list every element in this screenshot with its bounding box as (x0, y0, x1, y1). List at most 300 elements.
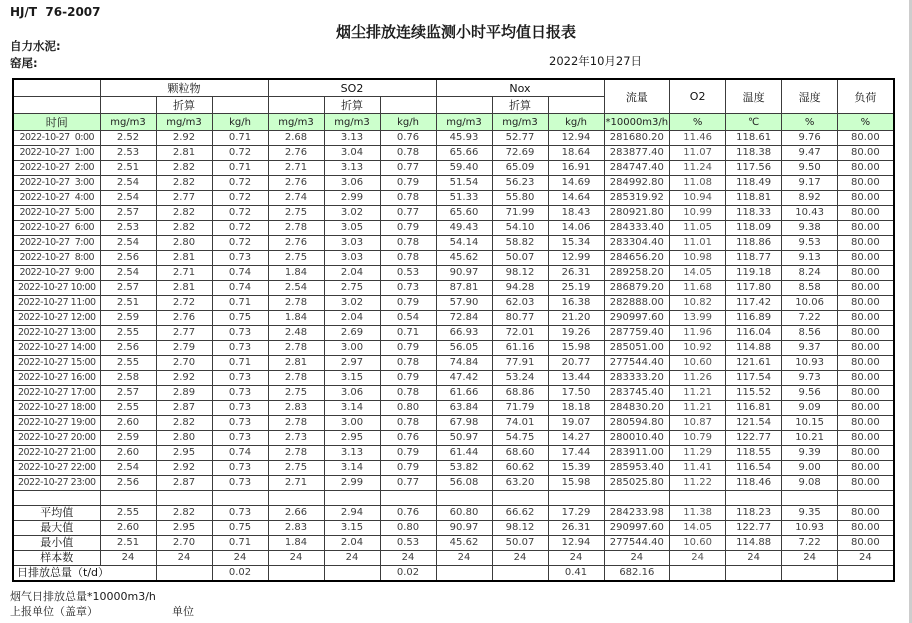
cell: 80.00 (838, 191, 894, 206)
cell: 285319.92 (604, 191, 670, 206)
cell: 3.00 (324, 416, 380, 431)
cell: 10.06 (782, 296, 838, 311)
cell: 68.86 (492, 386, 548, 401)
cell: 21.20 (548, 311, 604, 326)
cell: 119.18 (726, 266, 782, 281)
cell: 116.89 (726, 311, 782, 326)
cell: 2.77 (156, 191, 212, 206)
summary-row (13, 551, 894, 566)
unit-mg: mg/m3 (492, 114, 548, 131)
cell: 54.14 (436, 236, 492, 251)
summary-label: 平均值 (13, 506, 100, 521)
cell: 80.00 (838, 161, 894, 176)
cell: 2.54 (100, 461, 156, 476)
cell: 51.33 (436, 191, 492, 206)
cell (838, 566, 894, 582)
blank-cell (380, 491, 436, 506)
cell-time: 2022-10-27 22:00 (13, 461, 100, 476)
summary-label: 样本数 (13, 551, 100, 566)
cell: 10.79 (670, 431, 726, 446)
cell: 0.72 (212, 176, 268, 191)
cell: 0.72 (212, 206, 268, 221)
cell: 52.77 (492, 131, 548, 146)
cell: 0.73 (212, 416, 268, 431)
cell: 56.08 (436, 476, 492, 491)
cell: 118.86 (726, 236, 782, 251)
cell: 0.02 (380, 566, 436, 582)
cell: 285025.80 (604, 476, 670, 491)
cell: 0.73 (212, 251, 268, 266)
table-row (13, 131, 894, 146)
cell: 71.79 (492, 401, 548, 416)
cell-time: 2022-10-27 2:00 (13, 161, 100, 176)
cell: 24 (268, 551, 324, 566)
cell: 57.90 (436, 296, 492, 311)
cell: 290997.60 (604, 521, 670, 536)
cell: 282888.00 (604, 296, 670, 311)
cell: 2.95 (324, 431, 380, 446)
cell: 2.74 (268, 191, 324, 206)
cell: 9.50 (782, 161, 838, 176)
cell: 0.78 (380, 236, 436, 251)
cell-time: 2022-10-27 13:00 (13, 326, 100, 341)
blank-cell (726, 491, 782, 506)
blank-cell (670, 491, 726, 506)
summary-row (13, 536, 894, 551)
cell: 0.78 (380, 191, 436, 206)
table-row (13, 296, 894, 311)
cell: 114.88 (726, 536, 782, 551)
cell: 2.58 (100, 371, 156, 386)
cell: 9.13 (782, 251, 838, 266)
cell: 0.78 (380, 416, 436, 431)
cell: 80.77 (492, 311, 548, 326)
cell: 2.57 (100, 206, 156, 221)
cell: 2.48 (268, 326, 324, 341)
cell: 0.71 (212, 131, 268, 146)
cell: 13.44 (548, 371, 604, 386)
cell: 0.78 (380, 146, 436, 161)
cell: 56.05 (436, 341, 492, 356)
cell: 118.77 (726, 251, 782, 266)
cell: 2.78 (268, 371, 324, 386)
cell: 2.77 (156, 326, 212, 341)
cell: 117.42 (726, 296, 782, 311)
cell: 0.74 (212, 266, 268, 281)
cell: 0.74 (212, 446, 268, 461)
cell: 2.59 (100, 311, 156, 326)
cell: 117.54 (726, 371, 782, 386)
cell: 72.69 (492, 146, 548, 161)
unit-mg: mg/m3 (436, 114, 492, 131)
cell: 0.80 (380, 401, 436, 416)
table-row (13, 176, 894, 191)
cell: 0.71 (212, 161, 268, 176)
cell-time: 2022-10-27 17:00 (13, 386, 100, 401)
cell: 14.05 (670, 521, 726, 536)
cell-time: 2022-10-27 6:00 (13, 221, 100, 236)
cell: 2.82 (156, 221, 212, 236)
cell: 19.07 (548, 416, 604, 431)
cell: 0.72 (212, 236, 268, 251)
cell: 2.54 (100, 191, 156, 206)
cell: 0.79 (380, 341, 436, 356)
cell: 9.56 (782, 386, 838, 401)
flow-total-note: 烟气日排放总量*10000m3/h (10, 590, 156, 603)
table-row (13, 191, 894, 206)
cell: 0.79 (380, 461, 436, 476)
cell: 11.07 (670, 146, 726, 161)
cell: 18.64 (548, 146, 604, 161)
cell: 284992.80 (604, 176, 670, 191)
cell: 284233.98 (604, 506, 670, 521)
cell: 118.23 (726, 506, 782, 521)
cell-time: 2022-10-27 14:00 (13, 341, 100, 356)
cell: 0.78 (380, 386, 436, 401)
cell: 25.19 (548, 281, 604, 296)
cell: 9.00 (782, 461, 838, 476)
blank-cell (604, 491, 670, 506)
cell: 118.81 (726, 191, 782, 206)
cell: 116.04 (726, 326, 782, 341)
cell: 80.00 (838, 371, 894, 386)
cell: 2.81 (156, 146, 212, 161)
cell: 10.60 (670, 356, 726, 371)
cell: 67.98 (436, 416, 492, 431)
cell: 2.75 (268, 251, 324, 266)
unit-pct: % (838, 114, 894, 131)
cell: 80.00 (838, 251, 894, 266)
cell: 0.73 (212, 341, 268, 356)
cell: 80.00 (838, 176, 894, 191)
cell: 2.71 (268, 476, 324, 491)
cell: 2.51 (100, 536, 156, 551)
table-row (13, 281, 894, 296)
cell: 2.99 (324, 476, 380, 491)
cell-time: 2022-10-27 15:00 (13, 356, 100, 371)
cell-time: 2022-10-27 23:00 (13, 476, 100, 491)
cell: 0.73 (212, 461, 268, 476)
cell: 1.84 (268, 311, 324, 326)
table-row (13, 476, 894, 491)
summary-label: 最小值 (13, 536, 100, 551)
cell: 2.54 (100, 176, 156, 191)
cell: 10.93 (782, 356, 838, 371)
cell: 14.69 (548, 176, 604, 191)
unit-mg: mg/m3 (324, 114, 380, 131)
blank-cell (838, 491, 894, 506)
cell: 65.09 (492, 161, 548, 176)
cell: 10.94 (670, 191, 726, 206)
cell: 2.81 (268, 356, 324, 371)
cell: 117.80 (726, 281, 782, 296)
cell: 0.76 (380, 431, 436, 446)
cell: 87.81 (436, 281, 492, 296)
cell-time: 2022-10-27 9:00 (13, 266, 100, 281)
cell: 11.08 (670, 176, 726, 191)
cell: 3.04 (324, 146, 380, 161)
cell: 2.70 (156, 536, 212, 551)
cell: 50.07 (492, 536, 548, 551)
cell: 18.18 (548, 401, 604, 416)
cell: 80.00 (838, 236, 894, 251)
cell: 3.14 (324, 461, 380, 476)
company-label: 自力水泥: (10, 39, 61, 53)
cell: 11.38 (670, 506, 726, 521)
cell: 45.62 (436, 251, 492, 266)
cell: 14.64 (548, 191, 604, 206)
cell: 277544.40 (604, 536, 670, 551)
cell: 11.21 (670, 386, 726, 401)
blank-cell (436, 97, 492, 114)
group-so2: SO2 (268, 79, 436, 97)
cell: 283304.40 (604, 236, 670, 251)
unit-mg: mg/m3 (156, 114, 212, 131)
cell: 8.58 (782, 281, 838, 296)
cell: 284747.40 (604, 161, 670, 176)
blank-cell (100, 491, 156, 506)
cell: 0.54 (380, 311, 436, 326)
blank-cell (100, 97, 156, 114)
cell: 9.37 (782, 341, 838, 356)
cell: 53.24 (492, 371, 548, 386)
cell-time: 2022-10-27 16:00 (13, 371, 100, 386)
cell: 51.54 (436, 176, 492, 191)
cell: 15.98 (548, 476, 604, 491)
cell: 0.79 (380, 371, 436, 386)
cell (782, 566, 838, 582)
cell: 0.77 (380, 206, 436, 221)
cell: 61.44 (436, 446, 492, 461)
cell: 285051.00 (604, 341, 670, 356)
cell: 11.22 (670, 476, 726, 491)
cell: 17.44 (548, 446, 604, 461)
cell: 2.04 (324, 266, 380, 281)
unit-mg: mg/m3 (268, 114, 324, 131)
report-unit-label: 上报单位（盖章） (10, 605, 98, 618)
cell: 24 (548, 551, 604, 566)
summary-row (13, 521, 894, 536)
cell: 74.84 (436, 356, 492, 371)
cell: 98.12 (492, 521, 548, 536)
cell: 3.05 (324, 221, 380, 236)
unit-mg: mg/m3 (100, 114, 156, 131)
cell: 11.96 (670, 326, 726, 341)
cell: 284830.20 (604, 401, 670, 416)
cell: 15.34 (548, 236, 604, 251)
daily-total-label: 日排放总量（t/d） (13, 566, 156, 582)
cell: 0.77 (380, 161, 436, 176)
table-row (13, 266, 894, 281)
cell: 11.01 (670, 236, 726, 251)
cell: 0.80 (380, 521, 436, 536)
cell: 0.71 (212, 356, 268, 371)
cell: 0.78 (380, 356, 436, 371)
cell: 8.56 (782, 326, 838, 341)
cell: 2.79 (156, 341, 212, 356)
cell: 2.71 (268, 161, 324, 176)
cell: 115.52 (726, 386, 782, 401)
blank-cell (492, 491, 548, 506)
cell: 2.71 (156, 266, 212, 281)
cell: 59.40 (436, 161, 492, 176)
cell: 3.02 (324, 296, 380, 311)
cell: 283745.40 (604, 386, 670, 401)
cell: 80.00 (838, 536, 894, 551)
cell: 118.38 (726, 146, 782, 161)
cell: 94.28 (492, 281, 548, 296)
table-row (13, 161, 894, 176)
cell: 2.92 (156, 371, 212, 386)
cell: 20.77 (548, 356, 604, 371)
cell: 62.03 (492, 296, 548, 311)
cell: 60.62 (492, 461, 548, 476)
cell: 24 (380, 551, 436, 566)
cell: 15.39 (548, 461, 604, 476)
cell: 2.82 (156, 506, 212, 521)
cell: 80.00 (838, 206, 894, 221)
cell: 0.72 (212, 146, 268, 161)
cell (156, 566, 212, 582)
cell: 24 (726, 551, 782, 566)
cell: 2.95 (156, 521, 212, 536)
cell: 2.51 (100, 161, 156, 176)
cell: 74.01 (492, 416, 548, 431)
cell: 682.16 (604, 566, 670, 582)
cell: 2.99 (324, 191, 380, 206)
cell: 2.60 (100, 446, 156, 461)
cell: 2.76 (268, 236, 324, 251)
cell-time: 2022-10-27 19:00 (13, 416, 100, 431)
group-nox: Nox (436, 79, 604, 97)
header-group-row (13, 79, 894, 97)
cell: 10.93 (782, 521, 838, 536)
cell: 2.55 (100, 356, 156, 371)
cell: 56.23 (492, 176, 548, 191)
cell: 0.78 (380, 251, 436, 266)
unit-kgh: kg/h (548, 114, 604, 131)
cell: 0.73 (380, 281, 436, 296)
cell: 15.98 (548, 341, 604, 356)
cell: 0.53 (380, 266, 436, 281)
cell: 9.09 (782, 401, 838, 416)
cell: 80.00 (838, 131, 894, 146)
cell-time: 2022-10-27 11:00 (13, 296, 100, 311)
cell: 2.54 (100, 236, 156, 251)
cell (436, 566, 492, 582)
cell: 2.75 (324, 281, 380, 296)
cell: 0.73 (212, 326, 268, 341)
cell: 2.76 (156, 311, 212, 326)
cell: 2.57 (100, 281, 156, 296)
time-column-header: 时间 (13, 114, 100, 131)
cell: 0.73 (212, 506, 268, 521)
cell: 11.68 (670, 281, 726, 296)
table-row (13, 146, 894, 161)
cell: 45.62 (436, 536, 492, 551)
cell: 24 (604, 551, 670, 566)
cell: 80.00 (838, 446, 894, 461)
cell: 80.00 (838, 506, 894, 521)
unit-pct: % (670, 114, 726, 131)
cell: 3.06 (324, 176, 380, 191)
cell: 3.03 (324, 251, 380, 266)
cell: 8.24 (782, 266, 838, 281)
cell: 80.00 (838, 461, 894, 476)
cell: 2.57 (100, 386, 156, 401)
cell: 118.49 (726, 176, 782, 191)
cell: 24 (838, 551, 894, 566)
cell: 58.82 (492, 236, 548, 251)
cell: 10.92 (670, 341, 726, 356)
cell: 2.78 (268, 221, 324, 236)
cell: 24 (670, 551, 726, 566)
cell: 2.53 (100, 221, 156, 236)
cell: 65.66 (436, 146, 492, 161)
group-flow: 流量 (604, 79, 670, 114)
cell: 0.76 (380, 506, 436, 521)
cell: 90.97 (436, 266, 492, 281)
cell: 50.07 (492, 251, 548, 266)
cell: 2.59 (100, 431, 156, 446)
blank-cell (548, 97, 604, 114)
cell: 24 (782, 551, 838, 566)
group-humidity: 湿度 (782, 79, 838, 114)
cell: 280594.80 (604, 416, 670, 431)
cell: 9.08 (782, 476, 838, 491)
blank-cell (268, 97, 324, 114)
cell: 0.72 (212, 221, 268, 236)
cell: 66.62 (492, 506, 548, 521)
unit-kgh: kg/h (380, 114, 436, 131)
cell: 3.15 (324, 521, 380, 536)
group-load: 负荷 (838, 79, 894, 114)
cell: 0.02 (212, 566, 268, 582)
cell: 80.00 (838, 476, 894, 491)
blank-cell (13, 79, 100, 97)
cell: 80.00 (838, 431, 894, 446)
cell: 19.26 (548, 326, 604, 341)
cell: 9.17 (782, 176, 838, 191)
cell: 117.56 (726, 161, 782, 176)
cell: 80.00 (838, 341, 894, 356)
cell: 71.99 (492, 206, 548, 221)
cell: 9.73 (782, 371, 838, 386)
cell: 283877.40 (604, 146, 670, 161)
cell: 1.84 (268, 536, 324, 551)
cell: 10.99 (670, 206, 726, 221)
group-pm: 颗粒物 (100, 79, 268, 97)
cell: 63.20 (492, 476, 548, 491)
cell: 2.81 (156, 281, 212, 296)
cell-time: 2022-10-27 10:00 (13, 281, 100, 296)
cell: 2.70 (156, 356, 212, 371)
cell: 0.79 (380, 446, 436, 461)
cell: 2.82 (156, 206, 212, 221)
table-row (13, 251, 894, 266)
cell: 7.22 (782, 536, 838, 551)
cell: 2.92 (156, 461, 212, 476)
cell: 11.21 (670, 401, 726, 416)
cell: 285953.40 (604, 461, 670, 476)
kiln-label: 窑尾: (10, 56, 38, 70)
cell: 2.69 (324, 326, 380, 341)
cell: 60.80 (436, 506, 492, 521)
cell: 80.00 (838, 326, 894, 341)
cell: 118.33 (726, 206, 782, 221)
page-title: 烟尘排放连续监测小时平均值日报表 (335, 23, 576, 41)
cell: 1.84 (268, 266, 324, 281)
